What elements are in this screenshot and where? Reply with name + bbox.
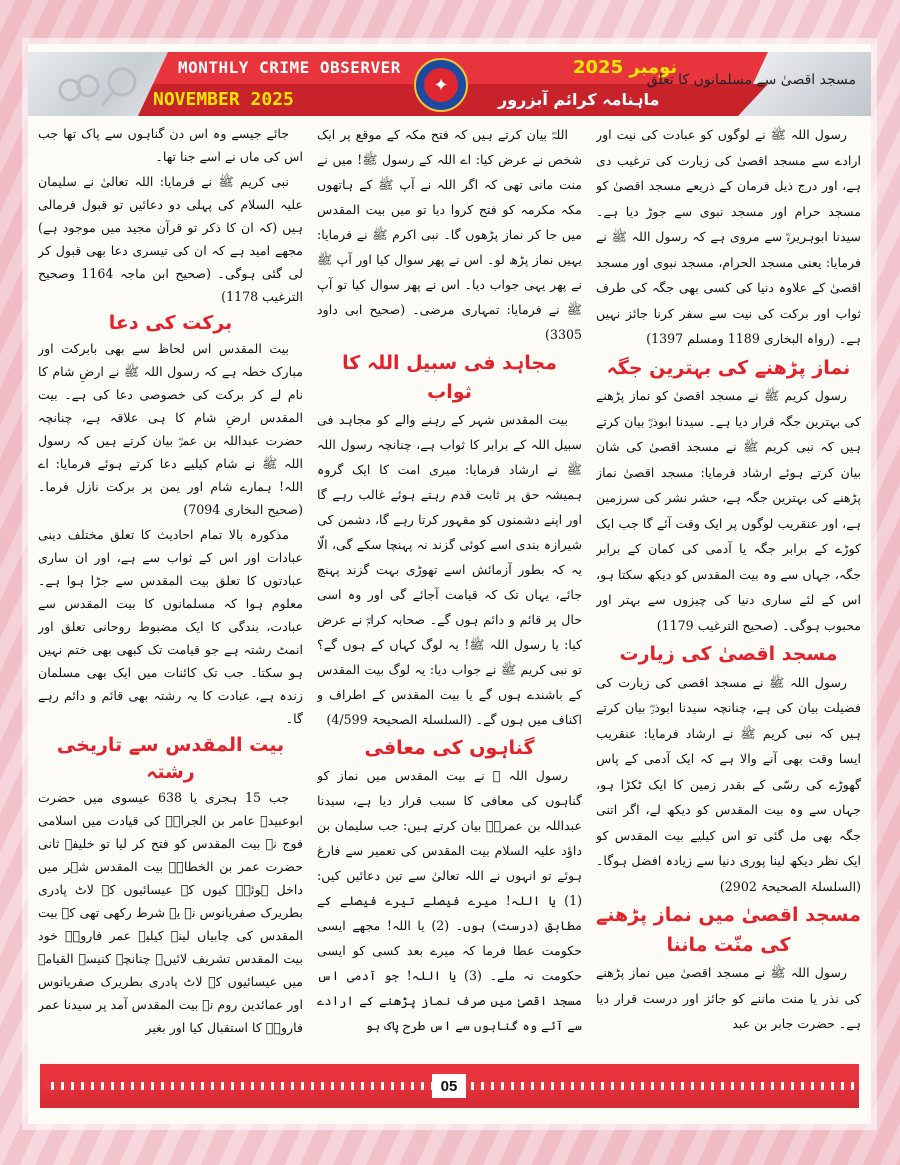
paragraph: رسول اللہ ﷺ نے بیت المقدس میں نماز کو گناہوں کی معافی کا سبب قرار دیا ہے، سیدنا عبداللہ بن عمروؓ بیان کرتے ہیں: جب سلیمان بن داؤد علیہ السلام بیت المقدس کی تعمیر سے فارغ ہوئے تو انہوں نے اللہ تعالیٰ سے تین دعائیں کیں: (1) یا اللہ! میرے فیصلے تیرے فیصلے کے مطابق (درست) ہوں۔ (2) یا اللہ! مجھے ایسی حکومت عطا فرما کہ میرے بعد کسی کو ایسی حکومت نہ ملے۔ (3) یا اللہ! جو آدمی اس مسجد اقصیٰ میں صرف نماز پڑھنے کے ارادے سے آئے وہ گناہوں سے اس طرح پاک ہو (317, 768, 582, 1033)
column-right (596, 122, 861, 1052)
issue-date-urdu: نومبر 2025 (573, 57, 678, 78)
column-left (38, 122, 303, 1052)
section-heading: گناہوں کی معافی (364, 737, 535, 759)
section-heading: مجاہد فی سبیل اللہ کا ثواب (342, 352, 557, 403)
paragraph: مذکورہ بالا تمام احادیث کا تعلق مختلف دینی عبادات اور اس کے ثواب سے ہے، اور ان ساری عبادتوں کا تعلق بیت المقدس سے جڑا ہوا ہے۔ معلوم ہوا کہ مسلمانوں کا بیت المقدس سے عبادت، بندگی کا ایک مضبوط روحانی تعلق اور انمٹ رشتہ ہے جو قیامت تک کبھی بھی ختم نہیں ہو سکتا۔ جب تک کائنات میں ایک بھی مسلمان زندہ ہے، عبادت کا یہ رشتہ بھی قائم و دائم رہے گا۔ (38, 527, 303, 726)
section-heading: بیت المقدس سے تاریخی رشتہ (56, 734, 285, 783)
paragraph: رسول کریم ﷺ نے مسجد اقصیٰ کو نماز پڑھنے کی بہترین جگہ قرار دیا ہے۔ سیدنا ابوذرؓ بیان کرتے ہیں کہ نبی کریم ﷺ نے مسجد اقصیٰ کی شان بیان کرتے ہوئے ارشاد فرمایا: مسجد اقصیٰ نماز پڑھنے کی بہترین جگہ ہے، حشر نشر کی سرزمین ہے، اور عنقریب لوگوں پر ایک وقت آئے گا جب ایک کوڑے کے برابر جگہ یا آدمی کی کمان کے برابر جگہ، جہاں سے وہ بیت المقدس کو دیکھ سکتا ہو، اس کے لئے ساری دنیا کی چیزوں سے بہتر اور محبوب ہوگی۔ (صحیح الترغیب 1179) (596, 388, 861, 633)
section-heading: مسجد اقصیٰ کی زیارت (619, 643, 838, 665)
issue-date-english: NOVEMBER 2025 (153, 89, 294, 110)
magazine-title: MONTHLY CRIME OBSERVER (178, 58, 401, 77)
handcuffs-magnifier-icon (50, 62, 160, 110)
page-header (28, 52, 871, 116)
section-heading: مسجد اقصیٰ میں نماز پڑھنے کی منّت ماننا (596, 904, 861, 956)
article-columns (38, 122, 861, 1052)
magazine-name-urdu: ماہنامہ کرائم آبزرور (498, 90, 660, 109)
column-middle (317, 122, 582, 1052)
paragraph: بیت المقدس اس لحاظ سے بھی بابرکت اور مبارک خطہ ہے کہ رسول اللہ ﷺ نے ارضِ شام کا نام لے کر برکت کی خصوصی دعا کی ہے۔ بیت المقدس ارضِ شام کا ہی علاقہ ہے، چنانچہ حضرت عبداللہ بن عمرؓ بیان کرتے ہیں کہ رسول اللہ ﷺ نے شام کیلیے دعا کرتے ہوئے فرمایا: اے اللہ! ہمارے شام اور یمن پر برکت نازل فرما۔ (صحیح البخاری 7094) (38, 341, 303, 517)
magnifier-icon (109, 69, 135, 95)
paragraph: بیت المقدس شہر کے رہنے والے کو مجاہد فی سبیل اللہ کے برابر کا ثواب ہے، چنانچہ رسول اللہ ﷺ نے ارشاد فرمایا: میری امت کا ایک گروہ ہمیشہ حق پر ثابت قدم رہتے ہوئے غالب رہے گا اور اپنے دشمنوں کو مقہور کرتا رہے گا، دشمن کی شیرازہ بندی اسے کوئی گزند نہ پہنچا سکے گی، الّا یہ کہ بطور آزمائش اسے تھوڑی بہت گزند پہنچ جائے، یہاں تک کہ قیامت آجائے گی اور وہ اسی حال پر قائم و دائم ہوں گے۔ صحابہ کرامؓ نے عرض کیا: یا رسول اللہ ﷺ! یہ لوگ کہاں کے ہوں گے؟ تو نبی کریم ﷺ نے جواب دیا: یہ لوگ بیت المقدس کے باشندے ہوں گے یا بیت المقدس کے اطراف و اکناف میں ہوں گے۔ (السلسلۃ الصحیحۃ 4/599) (317, 412, 582, 727)
paragraph: جب 15 ہجری یا 638 عیسوی میں حضرت ابوعبیدہ عامر بن الجراحؓ کی قیادت میں اسلامی فوج نے بیت المقدس کو فتح کر لیا تو خلیفہ ثانی حضرت عمر بن الخطابؓ بیت المقدس شہر میں داخل ہوئے۔ کیوں کہ عیسائیوں کے لاٹ پادری بطریرک صفریانوس نے یہ شرط رکھی تھی کہ بیت المقدس کی چابیاں لینے کیلیے عمر فاروقؓ خود بیت المقدس تشریف لائیں۔ چنانچہ کنیسۃ القیامہ میں عیسائیوں کے لاٹ پادری بطریرک صفریانوس اور عمائدین روم نے بیت المقدس آمد پر سیدنا عمر فاروقؓ کا استقبال کیا اور بغیر (38, 790, 303, 1035)
paragraph: رسول اللہ ﷺ نے مسجد اقصی کی زیارت کی فضیلت بیان کی ہے، چنانچہ سیدنا ابوذرؓ بیان کرتے ہیں کہ نبی کریم ﷺ نے ارشاد فرمایا: عنقریب ایسا وقت بھی آنے والا ہے کہ ایک آدمی کے پاس گھوڑے کی رسّی کے بقدر زمین کا ایک ٹکڑا ہو، جہاں سے وہ بیت المقدس کو دیکھ لے، اگر اتنی جگہ بھی مل گئی تو اس کیلیے بیت المقدس کو ایک نظر دیکھ لینا پوری دنیا سے زیادہ افضل ہوگا۔ (السلسلۃ الصحیحۃ 2902) (596, 674, 861, 894)
emblem-logo (414, 58, 468, 112)
article-title: مسجد اقصیٰ سے مسلمانوں کا تعلق (646, 72, 856, 88)
page-number: 05 (432, 1074, 466, 1098)
eagle-icon: ✦ (424, 68, 458, 102)
section-heading: برکت کی دعا (108, 312, 233, 334)
paragraph: جائے جیسے وہ اس دن گناہوں سے پاک تھا جب اس کی ماں نے اسے جنا تھا۔ (38, 126, 303, 164)
magazine-page (28, 44, 871, 1124)
paragraph: اللہؓ بیان کرتے ہیں کہ فتح مکہ کے موقع پر ایک شخص نے عرض کیا: اے اللہ کے رسول ﷺ! میں نے منت مانی تھی کہ اگر اللہ نے آپ ﷺ کے ہاتھوں مکہ مکرمہ کو فتح کروا دیا تو میں بیت المقدس میں جا کر نماز پڑھوں گا۔ نبی اکرم ﷺ نے فرمایا: یہیں نماز پڑھ لو۔ اس نے پھر سوال کیا اور آپ ﷺ نے پھر یہی جواب دیا۔ اس نے پھر سوال کیا تو آپ ﷺ نے فرمایا: تمہاری مرضی۔ (صحیح ابی داود 3305) (317, 127, 582, 342)
page-footer (40, 1064, 859, 1108)
section-heading: نماز پڑھنے کی بہترین جگہ (606, 356, 851, 379)
paragraph: نبی کریم ﷺ نے فرمایا: اللہ تعالیٰ نے سلیمان علیہ السلام کی پہلی دو دعائیں تو قبول فرمالی ہیں (کہ ان کا ذکر تو قرآن مجید میں موجود ہے) مجھے امید ہے کہ ان کی تیسری دعا بھی قبول کر لی گئی ہوگی۔ (صحیح ابن ماجہ 1164 وصحیح الترغیب 1178) (38, 174, 303, 304)
paragraph: رسول اللہ ﷺ نے مسجد اقصیٰ میں نماز پڑھنے کی نذر یا منت ماننے کو جائز اور درست قرار دیا ہے۔ حضرت جابر بن عبد (596, 965, 861, 1031)
paragraph: رسول اللہ ﷺ نے لوگوں کو عبادت کی نیت اور ارادے سے مسجد اقصیٰ کی زیارت کی ترغیب دی ہے، اور درج ذیل فرمان کے ذریعے مسجد اقصیٰ کو مسجد حرام اور مسجد نبوی سے جوڑ دیا ہے۔ سیدنا ابوہریرہؓ سے مروی ہے کہ رسول اللہ ﷺ نے فرمایا: یعنی مسجد الحرام، مسجد نبوی اور مسجد اقصیٰ کے علاوہ دنیا کی کسی بھی جگہ کی طرف ثواب اور برکت کی نیت سے سفر کرنا جائز نہیں ہے۔ (رواہ البخاری 1189 ومسلم 1397) (596, 127, 861, 346)
